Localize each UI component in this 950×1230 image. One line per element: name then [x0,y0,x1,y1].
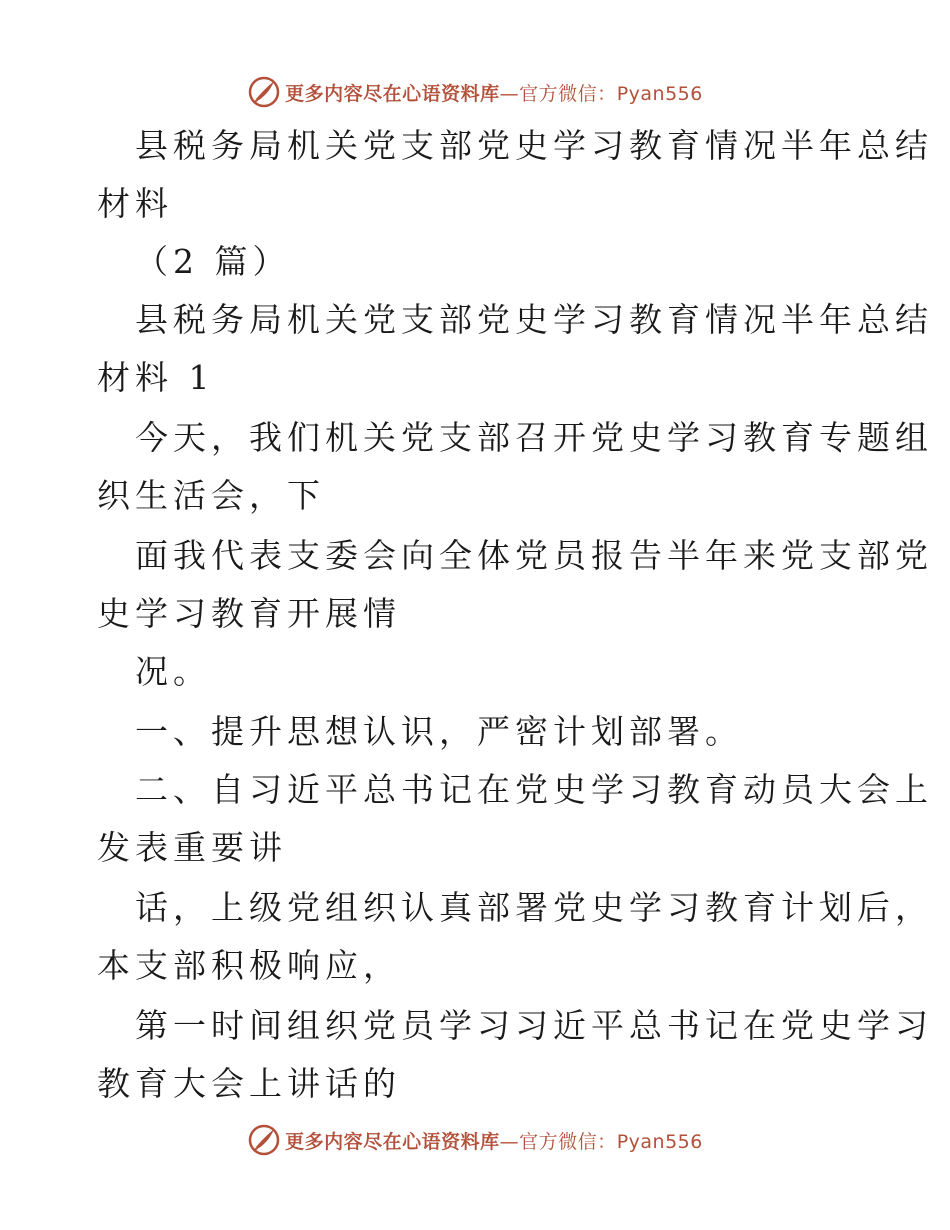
paragraph-line: 第一时间组织党员学习习近平总书记在党史学习 [135,1006,933,1045]
paragraph-line: 面我代表支委会向全体党员报告半年来党支部党 [135,536,933,575]
title-line-2: 材料 [97,184,173,223]
section-title-line-1: 县税务局机关党支部党史学习教育情况半年总结 [135,300,933,339]
paragraph-line: 织生活会，下 [97,476,325,515]
subtitle-count: （2 篇） [135,242,291,281]
watermark-main-text: 更多内容尽在心语资料库 [285,1130,500,1153]
watermark-wechat-id: Pyan556 [616,1130,703,1153]
title-line-1: 县税务局机关党支部党史学习教育情况半年总结 [135,126,933,165]
paragraph-line: 况。 [135,652,211,691]
paragraph-line: 二、自习近平总书记在党史学习教育动员大会上 [135,770,933,809]
quill-logo-icon [247,75,281,109]
footer-watermark [0,1120,950,1160]
watermark-dash: — [499,82,520,105]
paragraph-line: 发表重要讲 [97,828,287,867]
watermark-wechat-label: 官方微信： [519,82,617,105]
paragraph-line: 史学习教育开展情 [97,594,401,633]
watermark-wechat-id: Pyan556 [616,82,703,105]
watermark-dash: — [499,1130,520,1153]
paragraph-line: 话，上级党组织认真部署党史学习教育计划后， [135,888,933,927]
watermark-wechat-label: 官方微信： [519,1130,617,1153]
heading-one: 一、提升思想认识，严密计划部署。 [135,712,743,751]
paragraph-line: 今天，我们机关党支部召开党史学习教育专题组 [135,418,933,457]
paragraph-line: 本支部积极响应， [97,946,401,985]
header-watermark [0,72,950,112]
section-title-line-2: 材料 1 [97,358,215,397]
quill-logo-icon [247,1123,281,1157]
watermark-main-text: 更多内容尽在心语资料库 [285,82,500,105]
paragraph-line: 教育大会上讲话的 [97,1064,401,1103]
